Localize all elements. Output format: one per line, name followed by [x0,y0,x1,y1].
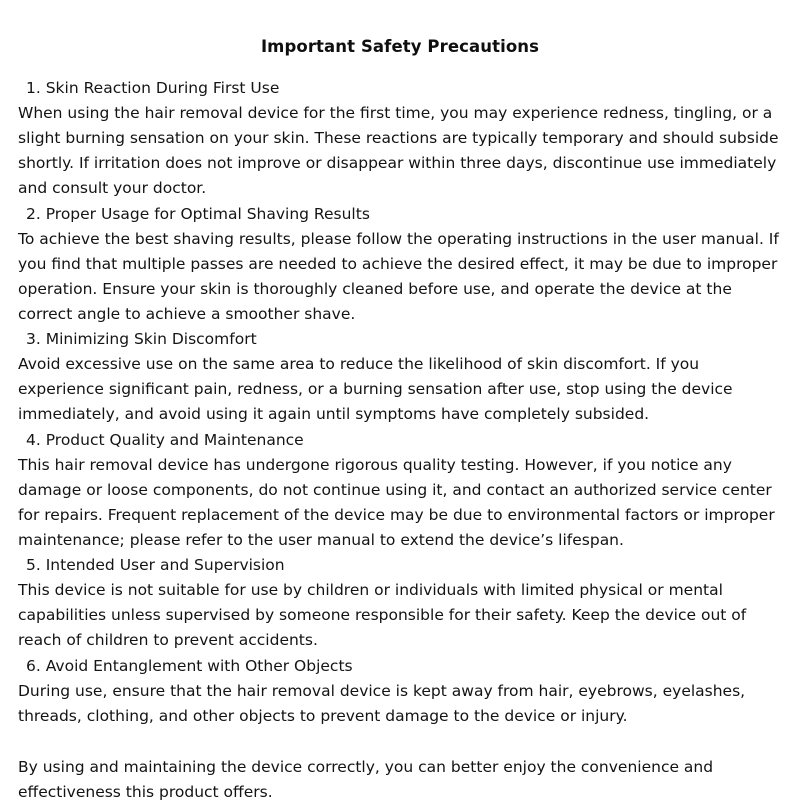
section-heading: 4. Product Quality and Maintenance [26,430,304,449]
section-heading: 2. Proper Usage for Optimal Shaving Results [26,204,370,223]
section-body: This hair removal device has undergone rigorous quality testing. However, if you notice any damage or loose components, do not continue using it, and contact an authorized service center for repairs. Frequent replacement of the device may be due to environmental factors or improper maintenance; please refer to the user manual to extend the device’s lifespan. [18,455,780,549]
section-body: When using the hair removal device for the first time, you may experience redness, tingling, or a slight burning sensation on your skin. These reactions are typically temporary and should subside shortly. If irritation does not improve or disappear within three days, discontinue use immediately and consult your doctor. [18,104,784,198]
section-body: To achieve the best shaving results, please follow the operating instructions in the user manual. If you find that multiple passes are needed to achieve the desired effect, it may be due to improper operation. Ensure your skin is thoroughly cleaned before use, and operate the device at the correct angle to achieve a smoother shave. [18,229,784,323]
closing-paragraph: By using and maintaining the device correctly, you can better enjoy the convenience and effectiveness this product offers. [18,757,719,801]
section-2 [18,202,782,328]
section-heading: 3. Minimizing Skin Discomfort [26,330,257,349]
section-6 [18,654,782,729]
section-heading: 6. Avoid Entanglement with Other Objects [26,656,353,675]
section-body: During use, ensure that the hair removal device is kept away from hair, eyebrows, eyelashes, threads, clothing, and other objects to prevent damage to the device or injury. [18,681,751,725]
section-4 [18,428,782,554]
section-3 [18,327,782,427]
page-title: Important Safety Precautions [260,37,540,56]
section-heading: 5. Intended User and Supervision [26,556,285,575]
section-body: This device is not suitable for use by children or individuals with limited physical or mental capabilities unless supervised by someone responsible for their safety. Keep the device out of reach of children to prevent accidents. [18,581,752,650]
section-body: Avoid excessive use on the same area to reduce the likelihood of skin discomfort. If you experience significant pain, redness, or a burning sensation after use, stop using the device immediately, and avoid using it again until symptoms have completely subsided. [18,355,738,424]
section-5 [18,553,782,653]
section-heading: 1. Skin Reaction During First Use [26,79,280,97]
section-1 [18,76,782,202]
